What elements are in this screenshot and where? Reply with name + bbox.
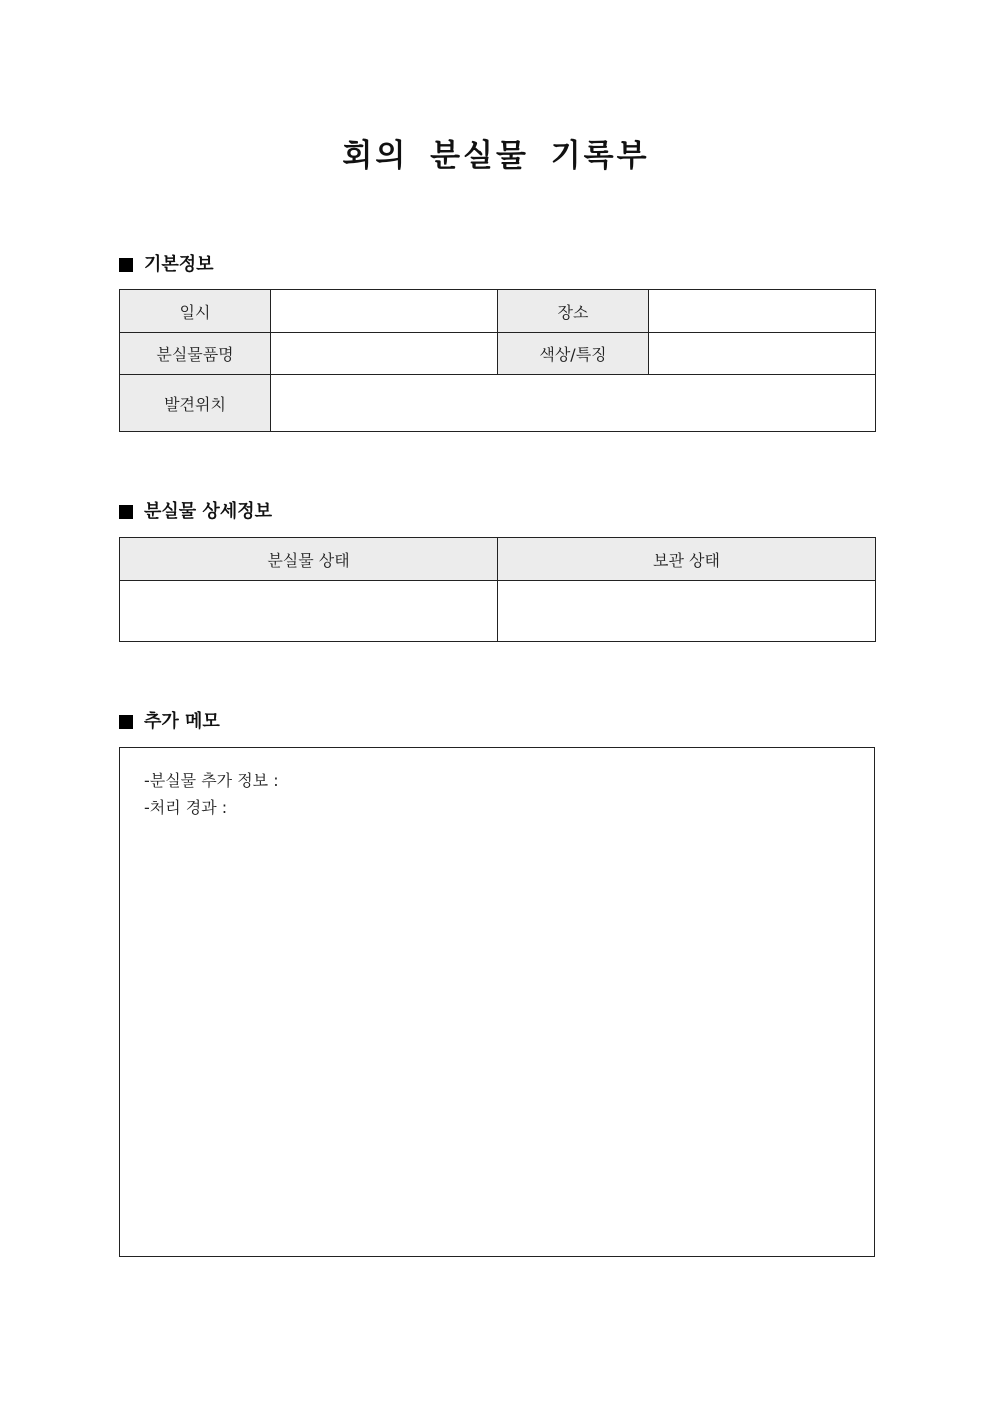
memo-box[interactable] [119,747,875,1257]
label-cell-location: 장소 [498,290,649,333]
value-cell-color-features[interactable] [649,333,876,375]
label-cell-item-name: 분실물품명 [120,333,271,375]
section-heading-memo [119,710,220,734]
column-header-item-condition: 분실물 상태 [120,538,498,581]
table-row [120,581,876,642]
section-heading-label: 분실물 상세정보 [144,501,272,522]
memo-text [144,767,279,821]
memo-line-extra-info: -분실물 추가 정보 : [144,771,279,790]
section-heading-detail-info [119,500,272,524]
square-bullet-icon [119,715,133,729]
document-title: 회의 분실물 기록부 [342,138,650,174]
table-header-row [120,538,876,581]
value-cell-item-name[interactable] [271,333,498,375]
label-cell-found-location: 발견위치 [120,375,271,432]
basic-info-table [119,289,876,432]
square-bullet-icon [119,505,133,519]
table-row [120,333,876,375]
value-cell-location[interactable] [649,290,876,333]
section-heading-label: 기본정보 [144,254,214,275]
label-cell-datetime: 일시 [120,290,271,333]
label-cell-color-features: 색상/특징 [498,333,649,375]
column-header-storage-condition: 보관 상태 [498,538,876,581]
value-cell-item-condition[interactable] [120,581,498,642]
value-cell-found-location[interactable] [271,375,876,432]
square-bullet-icon [119,258,133,272]
value-cell-storage-condition[interactable] [498,581,876,642]
value-cell-datetime[interactable] [271,290,498,333]
table-row [120,290,876,333]
memo-line-progress: -처리 경과 : [144,798,228,817]
section-heading-basic-info [119,253,214,277]
section-heading-label: 추가 메모 [144,711,220,732]
detail-info-table [119,537,876,642]
table-row [120,375,876,432]
